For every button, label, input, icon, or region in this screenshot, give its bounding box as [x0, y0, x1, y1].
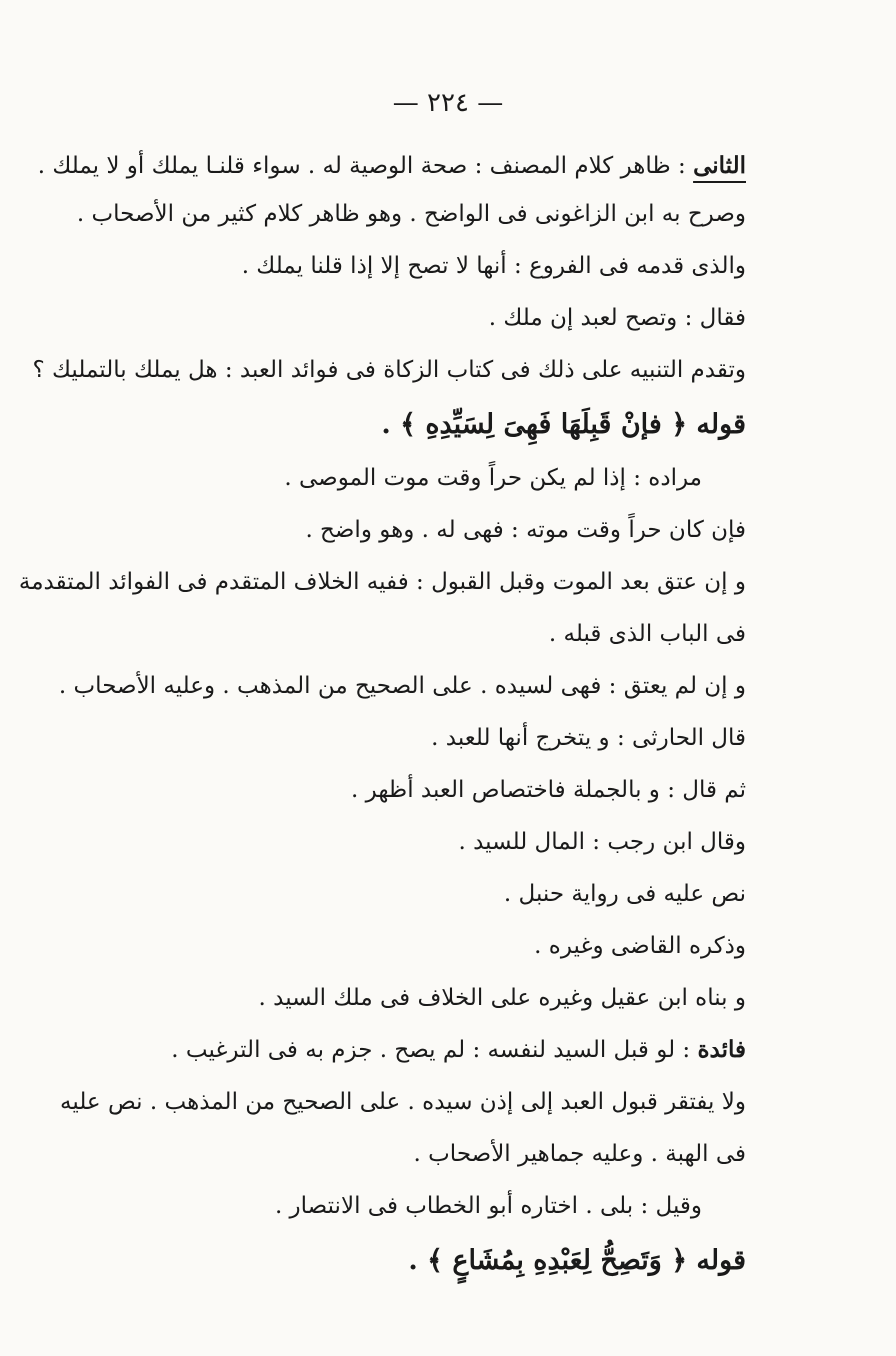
section-lead: الثانى	[693, 152, 746, 179]
text-line: وتقدم التنبيه على ذلك فى كتاب الزكاة فى فوائد العبد : هل يملك بالتمليك ؟	[32, 357, 746, 383]
text-line: قال الحارثى : و يتخرج أنها للعبد .	[431, 725, 746, 751]
text-line: وقيل : بلى . اختاره أبو الخطاب فى الانتصار .	[274, 1193, 702, 1219]
text-line: فقال : وتصح لعبد إن ملك .	[488, 305, 746, 331]
note-lead: فائدة	[697, 1036, 746, 1063]
text-line: نص عليه فى رواية حنبل .	[503, 881, 746, 907]
text-line: والذى قدمه فى الفروع : أنها لا تصح إلا إذا قلنا يملك .	[241, 253, 746, 279]
text-line: ثم قال : و بالجملة فاختصاص العبد أظهر .	[351, 777, 746, 803]
text-line: فى الهبة . وعليه جماهير الأصحاب .	[413, 1141, 746, 1167]
text-line: فإن كان حراً وقت موته : فهى له . وهو واضح .	[305, 517, 746, 543]
text-line: مراده : إذا لم يكن حراً وقت موت الموصى .	[284, 465, 702, 491]
text-line: ولا يفتقر قبول العبد إلى إذن سيده . على الصحيح من المذهب . نص عليه	[60, 1089, 746, 1115]
text-line: و إن عتق بعد الموت وقبل القبول : ففيه الخلاف المتقدم فى الفوائد المتقدمة	[18, 569, 746, 595]
text-line: و بناه ابن عقيل وغيره على الخلاف فى ملك السيد .	[258, 985, 746, 1011]
page-number: — ٢٢٤ —	[392, 88, 504, 118]
text-line: الثانى : ظاهر كلام المصنف : صحة الوصية له . سواء قلنـا يملك أو لا يملك .	[37, 152, 746, 179]
text-line: وقال ابن رجب : المال للسيد .	[458, 829, 746, 855]
text-line: وذكره القاضى وغيره .	[534, 933, 746, 959]
page-text	[18, 150, 746, 1298]
quote-line: قوله ﴿ وَتَصِحُّ لِعَبْدِهِ بِمُشَاعٍ ﴾ .	[408, 1245, 746, 1276]
text-line: و إن لم يعتق : فهى لسيده . على الصحيح من المذهب . وعليه الأصحاب .	[58, 673, 746, 699]
text-line: وصرح به ابن الزاغونى فى الواضح . وهو ظاهر كلام كثير من الأصحاب .	[76, 201, 746, 227]
text-line: فى الباب الذى قبله .	[548, 621, 746, 647]
quote-line: قوله ﴿ فإنْ قَبِلَهَا فَهِىَ لِسَيِّدِهِ ﴾ .	[381, 409, 746, 440]
text-line: فائدة : لو قبل السيد لنفسه : لم يصح . جزم به فى الترغيب .	[171, 1036, 746, 1063]
